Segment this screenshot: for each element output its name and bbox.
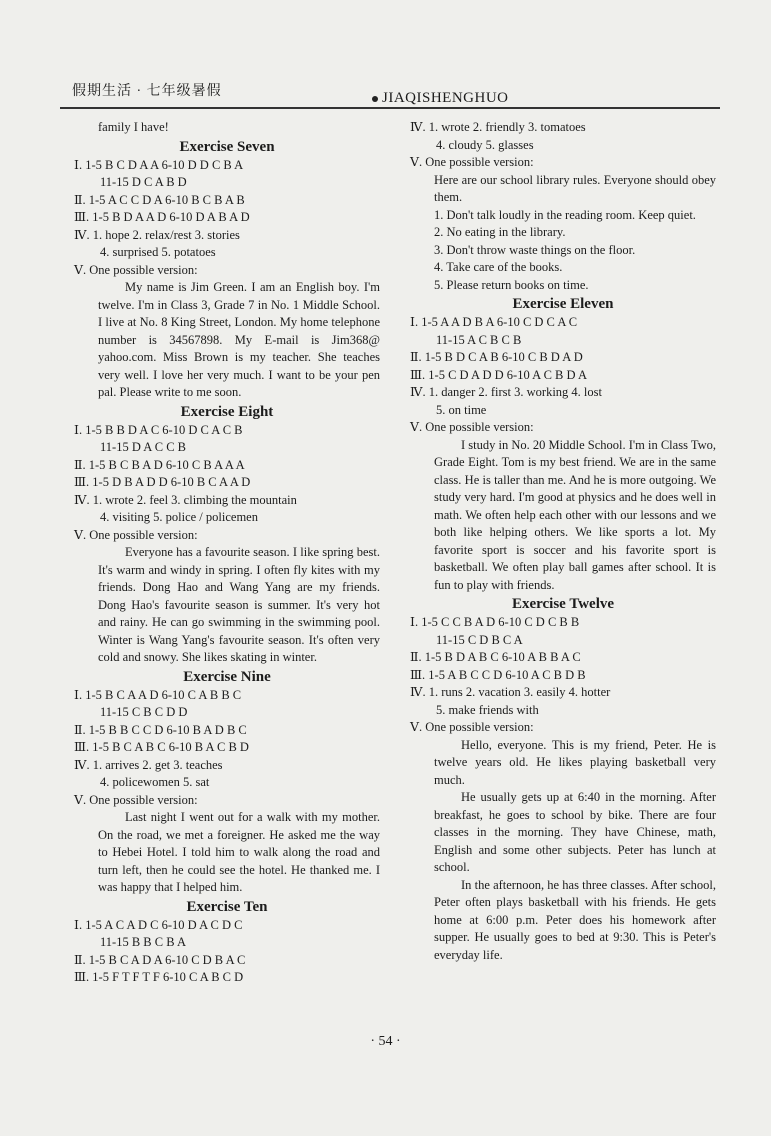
exercise-title: Exercise Nine bbox=[183, 668, 271, 685]
answer-line: Ⅰ. 1-5 B C A A D 6-10 C A B B C bbox=[74, 687, 242, 702]
answer-line: 4. visiting 5. police / policemen bbox=[100, 510, 258, 524]
header-rule bbox=[60, 107, 720, 109]
answer-line: 4. policewomen 5. sat bbox=[100, 775, 210, 789]
answer-line: Ⅴ. One possible version: bbox=[410, 420, 534, 434]
answer-line: Ⅳ. 1. wrote 2. feel 3. climbing the mountain bbox=[74, 492, 297, 507]
answer-line: 2. No eating in the library. bbox=[434, 225, 566, 239]
answer-line: Ⅴ. One possible version: bbox=[74, 262, 198, 277]
answer-line: Ⅰ. 1-5 A C A D C 6-10 D A C D C bbox=[74, 917, 243, 932]
answer-line: Ⅱ. 1-5 B D A B C 6-10 A B B A C bbox=[410, 650, 581, 664]
header-left-title: 假期生活 · 七年级暑假 bbox=[72, 84, 222, 99]
answer-line: 5. on time bbox=[436, 402, 487, 417]
answer-line: Ⅰ. 1-5 B C D A A 6-10 D D C B A bbox=[74, 157, 244, 172]
answer-line: Ⅱ. 1-5 A C C D A 6-10 B C B A B bbox=[74, 192, 245, 207]
answer-line: Ⅱ. 1-5 B D C A B 6-10 C B D A D bbox=[410, 350, 583, 364]
exercise-title: Exercise Ten bbox=[186, 898, 268, 915]
answer-line: Ⅴ. One possible version: bbox=[74, 527, 198, 542]
answer-line: 11-15 B B C B A bbox=[100, 935, 187, 949]
answer-line: Ⅰ. 1-5 C C B A D 6-10 C D C B B bbox=[410, 615, 580, 629]
answer-line: Ⅲ. 1-5 C D A D D 6-10 A C B D A bbox=[410, 367, 588, 382]
answer-paragraph: My name is Jim Green. I am an English boy. I'm twelve. I'm in Class 3, Grade 7 in No. 1 Middle School. I live at No. 8 King Street, London. My home telephone number is 34567898. My E-mail is Jim368@ yahoo.com. Miss Brown is my teacher. She teaches very well. I love her very much. I want to be your pen pal. Please write to me soon. bbox=[98, 280, 380, 399]
right-column bbox=[410, 119, 716, 964]
answer-line: 11-15 D C A B D bbox=[100, 175, 187, 189]
exercise-title: Exercise Twelve bbox=[511, 596, 615, 612]
page-number: · 54 · bbox=[370, 1034, 401, 1049]
answer-line: Ⅱ. 1-5 B C A D A 6-10 C D B A C bbox=[74, 952, 246, 967]
answer-paragraph: 1. Don't talk loudly in the reading room. Keep quiet. bbox=[434, 207, 696, 222]
header-right-title: JIAQISHENGHUO bbox=[382, 90, 509, 106]
answer-paragraph: He usually gets up at 6:40 in the morning. After breakfast, he goes to school by bike. There are four classes in the morning. They have Chinese, math, English and some other subjects. Peter has lunch at school. bbox=[434, 790, 716, 874]
answer-line: Ⅳ. 1. hope 2. relax/rest 3. stories bbox=[74, 227, 240, 242]
answer-line: 5. Please return books on time. bbox=[434, 277, 589, 292]
answer-paragraph: Here are our school library rules. Everyone should obey them. bbox=[434, 172, 716, 204]
answer-paragraph: I study in No. 20 Middle School. I'm in Class Two, Grade Eight. Tom is my best friend. We are in the same class. He is taller than me. And he is more outgoing. We study very hard. I'm good at physics and he does well in math. We often help each other with our lessons and we both like helping others. We like sports a lot. My favorite sport is soccer and his favorite sport is basketball. We often play ball games after school. It is fun to play with friends. bbox=[434, 437, 716, 592]
answer-paragraph: In the afternoon, he has three classes. After school, Peter often plays basketball with his friends. He gets home at 6:00 p.m. Peter does his homework after supper. He usually goes to bed at 9:30. This is Peter's everyday life. bbox=[434, 877, 716, 962]
answer-line: Ⅱ. 1-5 B C B A D 6-10 C B A A A bbox=[74, 457, 245, 472]
answer-paragraph: Last night I went out for a walk with my mother. On the road, we met a foreigner. He asked me the way to Hebei Hotel. I told him to walk along the road and turn left, then he could see the hotel. He thanked me. I was happy that I helped him. bbox=[98, 810, 380, 894]
answer-line: 4. cloudy 5. glasses bbox=[436, 137, 534, 152]
answer-line: Ⅳ. 1. danger 2. first 3. working 4. lost bbox=[410, 385, 602, 399]
answer-line: 5. make friends with bbox=[436, 702, 539, 717]
answer-line: Ⅳ. 1. wrote 2. friendly 3. tomatoes bbox=[410, 120, 586, 134]
answer-paragraph: Hello, everyone. This is my friend, Peter. He is twelve years old. He likes playing basketball very much. bbox=[434, 737, 716, 787]
answer-line: 11-15 C B C D D bbox=[100, 705, 188, 719]
exercise-title: Exercise Eight bbox=[180, 403, 274, 420]
exercise-title: Exercise Eleven bbox=[512, 296, 614, 312]
answer-line: 3. Don't throw waste things on the floor. bbox=[434, 242, 636, 257]
answer-line: family I have! bbox=[98, 120, 169, 134]
answer-line: 4. Take care of the books. bbox=[434, 260, 563, 274]
answer-line: Ⅱ. 1-5 B B C C D 6-10 B A D B C bbox=[74, 722, 247, 737]
answer-line: 11-15 A C B C B bbox=[436, 332, 522, 347]
answer-line: Ⅲ. 1-5 D B A D D 6-10 B C A A D bbox=[74, 475, 251, 489]
answer-line: 4. surprised 5. potatoes bbox=[100, 245, 216, 259]
answer-line: Ⅲ. 1-5 B D A A D 6-10 D A B A D bbox=[74, 210, 250, 224]
answer-line: Ⅳ. 1. arrives 2. get 3. teaches bbox=[74, 757, 223, 772]
answer-line: Ⅴ. One possible version: bbox=[410, 720, 534, 734]
answer-line: Ⅴ. One possible version: bbox=[74, 792, 198, 807]
answer-line: Ⅴ. One possible version: bbox=[410, 155, 534, 169]
answer-line: Ⅰ. 1-5 A A D B A 6-10 C D C A C bbox=[410, 315, 578, 329]
answer-line: Ⅲ. 1-5 B C A B C 6-10 B A C B D bbox=[74, 740, 249, 754]
exercise-title: Exercise Seven bbox=[179, 138, 275, 155]
header-bullet-icon bbox=[372, 96, 378, 102]
answer-line: Ⅲ. 1-5 A B C C D 6-10 A C B D B bbox=[410, 667, 586, 682]
answer-line: Ⅰ. 1-5 B B D A C 6-10 D C A C B bbox=[74, 422, 243, 437]
answer-line: 11-15 C D B C A bbox=[436, 632, 523, 647]
answer-paragraph: Everyone has a favourite season. I like spring best. It's warm and windy in spring. I often fly kites with my friends. Dong Hao and Wang Yang are my friends. Dong Hao's favourite season is summer. It's very hot and rainy. He can go swimming in the swimming pool. Winter is Wang Yang's favourite season. It's often very cold and snowy. She likes skating in winter. bbox=[98, 545, 380, 664]
answer-line: 11-15 D A C C B bbox=[100, 440, 187, 454]
answer-line: Ⅲ. 1-5 F T F T F 6-10 C A B C D bbox=[74, 970, 244, 984]
left-column bbox=[74, 119, 380, 987]
answer-line: Ⅳ. 1. runs 2. vacation 3. easily 4. hotter bbox=[410, 685, 611, 699]
